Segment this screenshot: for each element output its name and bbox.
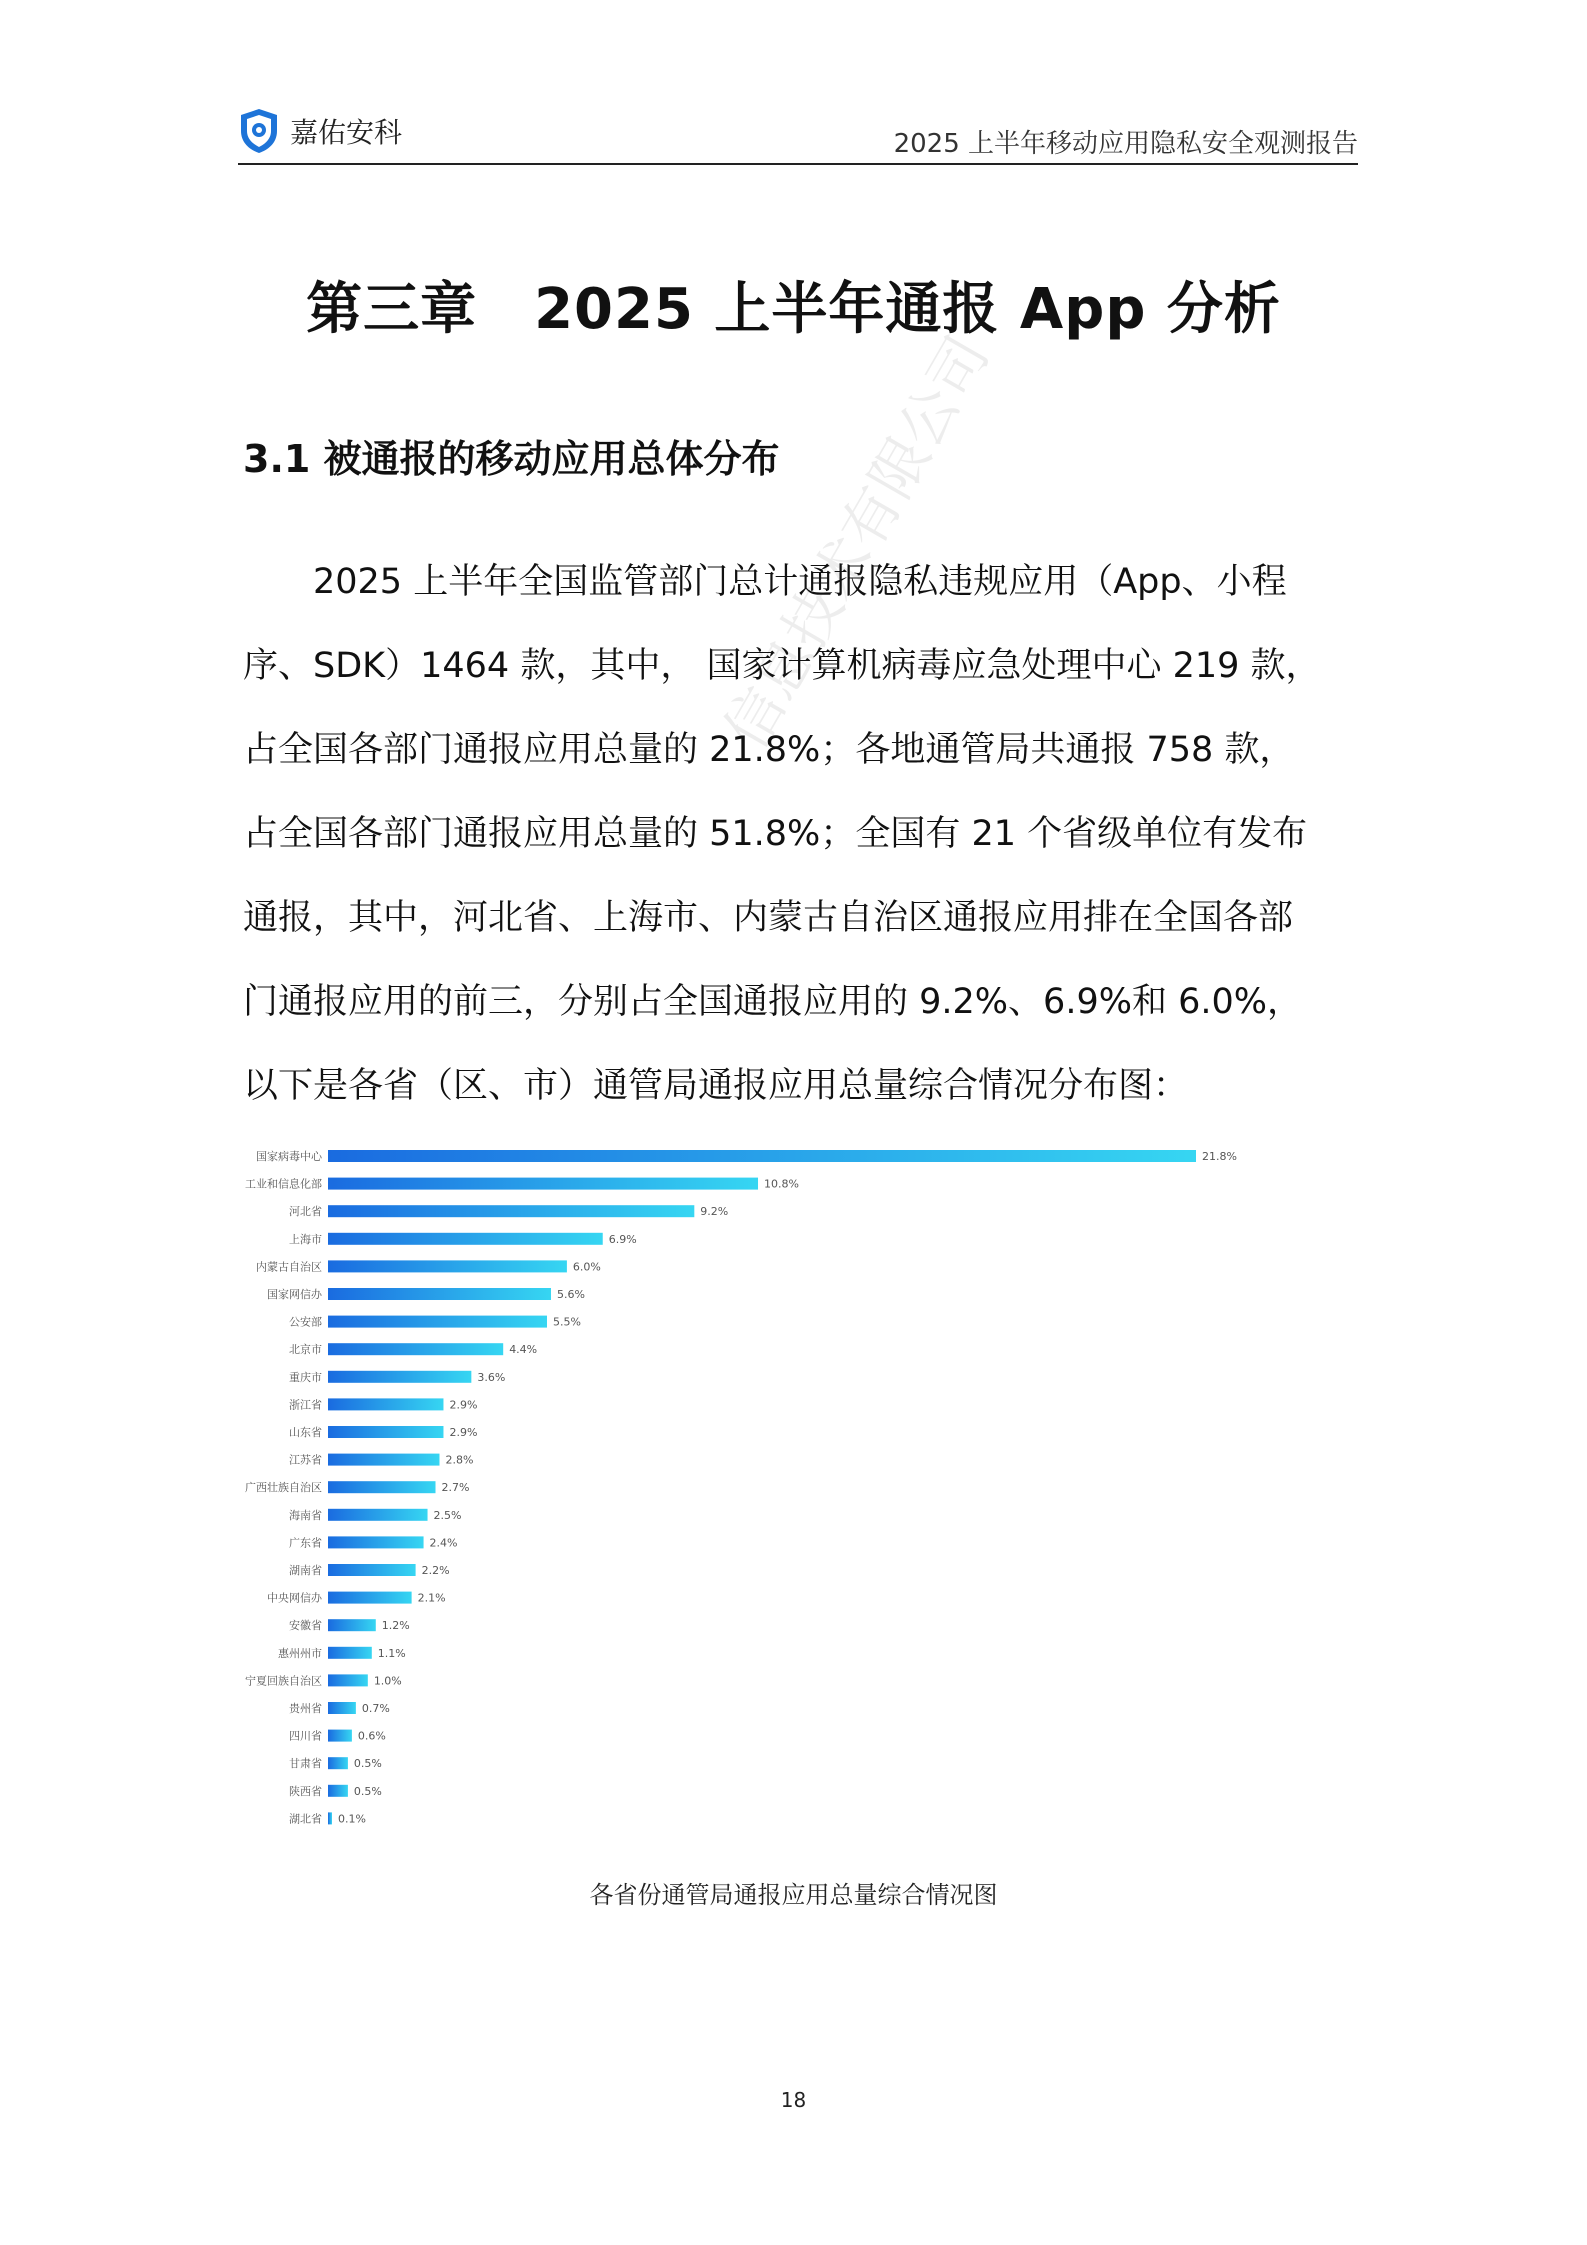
category-label: 宁夏回族自治区 (245, 1674, 322, 1688)
bar (328, 1398, 443, 1410)
watermark: 信息技术有限公司 (711, 324, 1003, 761)
category-label: 广西壮族自治区 (245, 1481, 322, 1495)
bar (328, 1536, 424, 1548)
value-label: 2.1% (417, 1591, 446, 1605)
value-label: 1.2% (381, 1619, 410, 1633)
bar (328, 1178, 758, 1190)
bar (328, 1785, 348, 1797)
category-label: 公安部 (289, 1315, 322, 1329)
value-label: 9.2% (700, 1205, 729, 1219)
category-label: 陕西省 (289, 1784, 322, 1798)
category-label: 四川省 (289, 1729, 322, 1743)
bar (328, 1150, 1196, 1162)
value-label: 0.5% (353, 1784, 382, 1798)
value-label: 5.5% (552, 1315, 581, 1329)
distribution-bar-chart (240, 1140, 1280, 1840)
bar (328, 1509, 428, 1521)
category-label: 湖南省 (289, 1564, 322, 1577)
paragraph-line: 通报，其中，河北省、上海市、内蒙古自治区通报应用排在全国各部 (243, 898, 1294, 938)
bar (328, 1592, 412, 1604)
category-label: 广东省 (289, 1536, 322, 1550)
paragraph-line: 2025 上半年全国监管部门总计通报隐私违规应用（App、小程 (313, 562, 1287, 602)
bar (328, 1647, 372, 1659)
value-label: 1.1% (377, 1646, 406, 1660)
company-logo (238, 107, 402, 155)
value-label: 2.9% (449, 1426, 478, 1439)
value-label: 2.5% (433, 1508, 462, 1522)
bar (328, 1426, 443, 1438)
paragraph-line: 占全国各部门通报应用总量的 21.8%；各地通管局共通报 758 款， (243, 730, 1295, 770)
chapter-title: 第三章 2025 上半年通报 App 分析 (306, 277, 1281, 342)
value-label: 0.1% (337, 1812, 366, 1826)
page-number: 18 (780, 2088, 807, 2112)
category-label: 浙江省 (289, 1398, 322, 1412)
category-label: 工业和信息化部 (245, 1177, 322, 1191)
bar (328, 1260, 567, 1272)
shield-icon (238, 107, 280, 155)
bar (328, 1481, 436, 1493)
bar (328, 1454, 439, 1466)
category-label: 海南省 (289, 1508, 322, 1522)
category-label: 上海市 (289, 1232, 322, 1246)
logo-text: 嘉佑安科 (290, 116, 403, 149)
category-label: 安徽省 (289, 1619, 322, 1633)
value-label: 10.8% (764, 1177, 799, 1191)
value-label: 4.4% (509, 1343, 538, 1357)
paragraph-line: 门通报应用的前三，分别占全国通报应用的 9.2%、6.9%和 6.0%， (243, 982, 1303, 1022)
bar (328, 1316, 547, 1328)
category-label: 湖北省 (289, 1812, 322, 1826)
bar (328, 1343, 503, 1355)
value-label: 0.7% (361, 1702, 390, 1715)
value-label: 2.8% (445, 1453, 474, 1467)
bar (328, 1619, 376, 1631)
category-label: 山东省 (289, 1426, 322, 1439)
category-label: 国家病毒中心 (256, 1150, 322, 1163)
category-label: 惠州州市 (278, 1646, 322, 1660)
paragraph-line: 以下是各省（区、市）通管局通报应用总量综合情况分布图： (243, 1066, 1189, 1106)
bar (328, 1233, 603, 1245)
section-title: 3.1 被通报的移动应用总体分布 (243, 437, 780, 481)
value-label: 6.9% (608, 1232, 637, 1246)
bar (328, 1674, 368, 1686)
page-header (238, 105, 1358, 165)
value-label: 0.5% (353, 1757, 382, 1771)
value-label: 21.8% (1202, 1150, 1237, 1163)
category-label: 中央网信办 (267, 1591, 322, 1605)
value-label: 5.6% (556, 1288, 585, 1301)
paragraph-line: 占全国各部门通报应用总量的 51.8%；全国有 21 个省级单位有发布 (243, 814, 1308, 854)
value-label: 2.2% (421, 1564, 450, 1577)
category-label: 河北省 (289, 1205, 322, 1219)
paragraph-line: 序、SDK）1464 款，其中， 国家计算机病毒应急处理中心 219 款， (243, 646, 1321, 686)
category-label: 江苏省 (289, 1453, 322, 1467)
value-label: 3.6% (477, 1370, 506, 1384)
body-paragraph (243, 540, 1358, 1128)
value-label: 6.0% (572, 1260, 601, 1274)
bar (328, 1564, 416, 1576)
bar (328, 1288, 551, 1300)
bar (328, 1757, 348, 1769)
category-label: 北京市 (289, 1343, 322, 1357)
report-title: 2025 上半年移动应用隐私安全观测报告 (893, 129, 1358, 159)
chart-caption: 各省份通管局通报应用总量综合情况图 (589, 1881, 998, 1909)
value-label: 1.0% (373, 1674, 402, 1688)
category-label: 重庆市 (289, 1370, 322, 1384)
bar (328, 1205, 694, 1217)
category-label: 国家网信办 (267, 1288, 322, 1301)
bar (328, 1371, 471, 1383)
category-label: 内蒙古自治区 (256, 1260, 322, 1274)
value-label: 2.4% (429, 1536, 458, 1550)
value-label: 2.7% (441, 1481, 470, 1495)
value-label: 0.6% (357, 1729, 386, 1743)
bar (328, 1730, 352, 1742)
bar (328, 1812, 332, 1824)
category-label: 甘肃省 (289, 1757, 322, 1771)
value-label: 2.9% (449, 1398, 478, 1412)
bar (328, 1702, 356, 1714)
category-label: 贵州省 (289, 1702, 322, 1715)
